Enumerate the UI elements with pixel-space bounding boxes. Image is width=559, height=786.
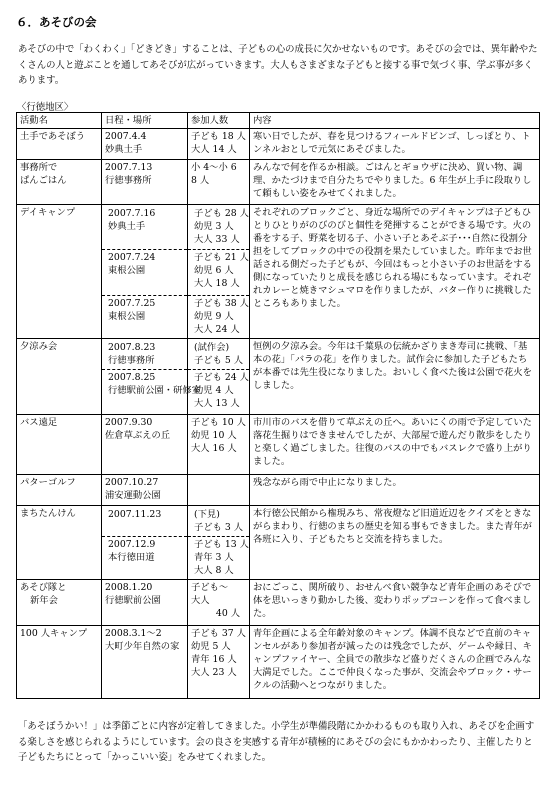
name-line: 事務所で: [20, 162, 58, 173]
activity-name: 100 人キャンプ: [17, 626, 102, 699]
count-line: 小 4～小 6: [191, 162, 237, 173]
header-schedule: 日程・場所: [102, 113, 188, 129]
section-heading: ６．あそびの会: [16, 15, 97, 29]
table-row: [17, 580, 540, 626]
count-cell: [188, 506, 250, 580]
content-cell: 寒い日でしたが、春を見つけるフィールドビンゴ、しっぽとり、トンネルおとしで元気にあそびました。: [250, 129, 540, 160]
content-cell: 残念ながら雨で中止になりました。: [250, 475, 540, 506]
date: 2007.12.9: [108, 539, 156, 550]
date: 2007.4.4: [105, 131, 147, 142]
count-line: 子ども 13 人: [194, 539, 249, 550]
content-cell: おにごっこ、関所破り、おせんべ食い競争など青年企画のあそびで体を思いっきり動かした後、変わりポップコーンを作って食べました。: [250, 580, 540, 626]
table-row: [17, 205, 540, 339]
table-row: [17, 339, 540, 415]
content-cell: みんなで何を作るか相談。ごはんとギョウザに決め、買い物、調理、かたづけまで自分たちでやりました。6 年生が上手に段取りして頼もしい姿をみせてくれました。: [250, 160, 540, 205]
place: 東根公園: [108, 265, 146, 276]
schedule-cell: [102, 626, 188, 699]
table-row: [17, 415, 540, 475]
count-line: 子ども 37 人: [191, 628, 246, 639]
activity-name: バス遠足: [17, 415, 102, 475]
count-line: (下見): [194, 509, 220, 520]
schedule-cell: [102, 506, 188, 580]
count-line: 子ども 28 人: [194, 208, 249, 219]
activity-name: 夕涼み会: [17, 339, 102, 415]
date: 2007.11.23: [108, 509, 162, 520]
date: 2007.7.25: [108, 298, 156, 309]
activity-name: まちたんけん: [17, 506, 102, 580]
count-line: 子ども 5 人: [194, 355, 244, 366]
count-line: 大人 8 人: [194, 565, 234, 576]
table-row: [17, 506, 540, 580]
schedule-cell: [102, 339, 201, 415]
name-line: 新年会: [30, 595, 58, 606]
count-line: 40 人: [215, 608, 240, 619]
place: 妙典土手: [108, 221, 146, 232]
count-cell: [188, 580, 250, 626]
name-line: ぱんごはん: [20, 175, 67, 186]
region-label: 〈行徳地区〉: [17, 102, 74, 113]
count-cell: [188, 160, 250, 205]
count-line: 子ども 24 人: [194, 372, 249, 383]
count-line: 子ども 21 人: [194, 252, 249, 263]
count-cell: [188, 129, 250, 160]
date: 2008.1.20: [105, 582, 153, 593]
schedule-cell: [102, 580, 188, 626]
table-row: [17, 626, 540, 699]
count-line: 大人 16 人: [191, 443, 237, 454]
count-line: 幼児 5 人: [191, 641, 231, 652]
count-cell: [188, 475, 250, 506]
count-line: 子ども 10 人: [191, 417, 246, 428]
count-line: 子ども 18 人: [191, 131, 246, 142]
date: 2008.3.1～2: [105, 628, 162, 639]
date: 2007.8.23: [108, 342, 156, 353]
date: 2007.8.25: [108, 372, 156, 383]
count-line: 大人 13 人: [194, 398, 240, 409]
place: 本行徳田道: [108, 552, 155, 563]
content-cell: それぞれのブロックごと、身近な場所でのデイキャンプは子どもひとりひとりがのびのびと個性を発揮することができる場です。火の番をする子、野菜を切る子、小さい子とあそぶ子･･･自然に役割分担をしてブロックの中での役割を果たしていました。昨年までお世話される側だった子どもが、今回はもっと小さい子のお世話をする側になっていたりと成長を感じられる場にもなっています。それぞれカレーと焼きマシュマロを作りましたが、バター作りに挑戦したところもありました。: [250, 205, 540, 339]
count-line: 大人 18 人: [194, 278, 240, 289]
activity-name: デイキャンプ: [17, 205, 102, 339]
place: 大町少年自然の家: [105, 641, 180, 652]
count-line: 幼児 9 人: [194, 311, 234, 322]
place: 東根公園: [108, 311, 146, 322]
count-line: 8 人: [191, 175, 210, 186]
table-row: [17, 475, 540, 506]
count-line: 幼児 3 人: [194, 221, 234, 232]
count-line: 子ども 38 人: [194, 298, 249, 309]
count-line: (試作会): [194, 342, 230, 353]
activity-name: パターゴルフ: [17, 475, 102, 506]
count-cell: [188, 626, 250, 699]
header-count: 参加人数: [188, 113, 250, 129]
content-cell: 本行徳公民館から権現みち、常夜燈など旧道近辺をクイズをときながらまわり、行徳のまちの歴史を知る事もできました。また青年が各班に入り、子どもたちと交流を持ちました。: [250, 506, 540, 580]
place: 行徳事務所: [105, 175, 152, 186]
activity-name: [17, 160, 102, 205]
table-header-row: [17, 113, 540, 129]
place: 行徳事務所: [108, 355, 155, 366]
place: 行徳駅前公園: [105, 595, 161, 606]
schedule-cell: [102, 475, 188, 506]
date: 2007.7.13: [105, 162, 153, 173]
count-line: 青年 3 人: [194, 552, 234, 563]
count-line: 大人: [191, 595, 210, 606]
count-line: 子ども～: [191, 582, 229, 593]
place: 佐倉草ぶえの丘: [105, 430, 171, 441]
count-line: 青年 16 人: [191, 654, 237, 665]
content-cell: 青年企画による全年齢対象のキャンプ。体調不良などで直前のキャンセルがあり参加者が減ったのは残念でしたが、ゲームや縁日、キャンプファイヤー、全員での散歩など盛りだくさんの企画でみんな大満足でした。ここで仲良くなった事が、交流会やブロック・サークルの活動へとつながりました。: [250, 626, 540, 699]
intro-paragraph: あそびの中で「わくわく」「どきどき」することは、子どもの心の成長に欠かせないものです。あそびの会では、異年齢やたくさんの人と遊ぶことを通してあそびが広がっていきます。大人もさまざまな子どもと接する事で気づく事、学ぶ事が多くあります。: [18, 44, 538, 86]
count-line: 幼児 6 人: [194, 265, 234, 276]
header-activity: 活動名: [17, 113, 102, 129]
count-line: 子ども 3 人: [194, 522, 244, 533]
table-row: [17, 160, 540, 205]
schedule-cell: [102, 160, 188, 205]
count-line: 幼児 4 人: [194, 385, 234, 396]
schedule-cell: [102, 205, 188, 339]
count-cell: [188, 415, 250, 475]
schedule-cell: [102, 415, 188, 475]
count-line: 大人 33 人: [194, 234, 240, 245]
place: 妙典土手: [105, 144, 143, 155]
count-cell: [188, 339, 250, 415]
date: 2007.9.30: [105, 417, 153, 428]
place: 行徳駅前公園・研修室: [108, 385, 201, 396]
closing-paragraph: 「あそぼうかい！」は季節ごとに内容が定着してきました。小学生が準備段階にかかわるものも取り入れ、あそびを企画する楽しさを感じられるようにしています。会の良さを実感する青年が積極的にあそびの会にもかかわったり、主催したりと子どもたちにとって「かっこいい姿」をみせてくれました。: [18, 721, 535, 763]
date: 2007.10.27: [105, 477, 159, 488]
schedule-cell: [102, 129, 188, 160]
place: 浦安運動公園: [105, 490, 161, 501]
content-cell: 市川市のバスを借りて草ぶえの丘へ。あいにくの雨で予定していた落花生掘りはできませんでしたが、大部屋で遊んだり散歩をしたりと楽しく過ごしました。往復のバスの中でもバスレクで盛り上がりました。: [250, 415, 540, 475]
count-line: 大人 14 人: [191, 144, 237, 155]
table-row: [17, 129, 540, 160]
name-line: あそび隊と: [20, 582, 67, 593]
header-content: 内容: [250, 113, 540, 129]
count-line: 幼児 10 人: [191, 430, 237, 441]
date: 2007.7.24: [108, 252, 156, 263]
count-line: 大人 23 人: [191, 667, 237, 678]
count-line: 大人 24 人: [194, 324, 240, 335]
activity-name: 土手であそぼう: [17, 129, 102, 160]
count-cell: [188, 205, 250, 339]
activity-name: [17, 580, 102, 626]
date: 2007.7.16: [108, 208, 156, 219]
content-cell: 恒例の夕涼み会。今年は千葉県の伝統かざりまき寿司に挑戦、「基本の花」「バラの花」を作りました。試作会に参加した子どもたちが本番では先生役になりました。おいしく食べた後は公園で花火をしました。: [250, 339, 540, 415]
activity-table: [16, 112, 540, 699]
